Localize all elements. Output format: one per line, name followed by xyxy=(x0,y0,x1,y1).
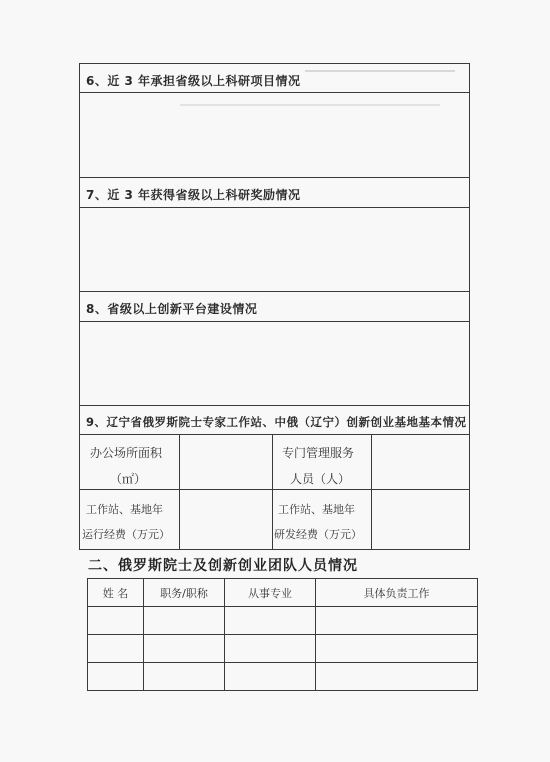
rd-cost-label: 工作站、基地年 xyxy=(278,503,355,516)
office-area-label: 办公场所面积 xyxy=(90,446,163,460)
section-8-title: 8、省级以上创新平台建设情况 xyxy=(86,302,258,316)
rd-cost-value xyxy=(372,490,469,549)
section-6-content xyxy=(80,93,469,176)
table-row xyxy=(88,607,477,634)
op-cost-unit: 运行经费（万元） xyxy=(82,528,170,541)
staff-label: 专门管理服务 xyxy=(282,446,355,460)
table-line xyxy=(477,578,478,691)
staff-value xyxy=(372,435,469,489)
section-6-title: 6、近 3 年承担省级以上科研项目情况 xyxy=(86,74,301,88)
op-cost-label: 工作站、基地年 xyxy=(86,503,163,516)
scan-artifact xyxy=(305,70,455,72)
table-line xyxy=(79,549,470,550)
table-line xyxy=(79,405,470,406)
table-line xyxy=(79,177,470,178)
section-7-content xyxy=(80,208,469,290)
section-8-content xyxy=(80,322,469,404)
col-header-title: 职务/职称 xyxy=(160,587,208,600)
table-row xyxy=(88,663,477,690)
office-area-unit: （㎡） xyxy=(110,472,147,486)
col-header-specialty: 从事专业 xyxy=(248,587,292,600)
staff-unit: 人员（人） xyxy=(290,472,351,486)
section-9-title: 9、辽宁省俄罗斯院士专家工作站、中俄（辽宁）创新创业基地基本情况 xyxy=(86,415,467,429)
table-row xyxy=(88,635,477,662)
part2-title: 二、俄罗斯院士及创新创业团队人员情况 xyxy=(88,558,358,574)
table-right-border xyxy=(469,63,470,550)
op-cost-value xyxy=(180,490,272,549)
col-header-responsibility: 具体负责工作 xyxy=(363,587,430,600)
section-7-title: 7、近 3 年获得省级以上科研奖励情况 xyxy=(86,188,301,202)
table-line xyxy=(79,291,470,292)
table-line xyxy=(87,578,478,579)
table-line xyxy=(79,63,470,64)
table-line xyxy=(87,690,478,691)
office-area-value xyxy=(180,435,272,489)
table-line xyxy=(272,434,273,550)
rd-cost-unit: 研发经费（万元） xyxy=(274,528,362,541)
col-header-name: 姓 名 xyxy=(102,587,129,600)
